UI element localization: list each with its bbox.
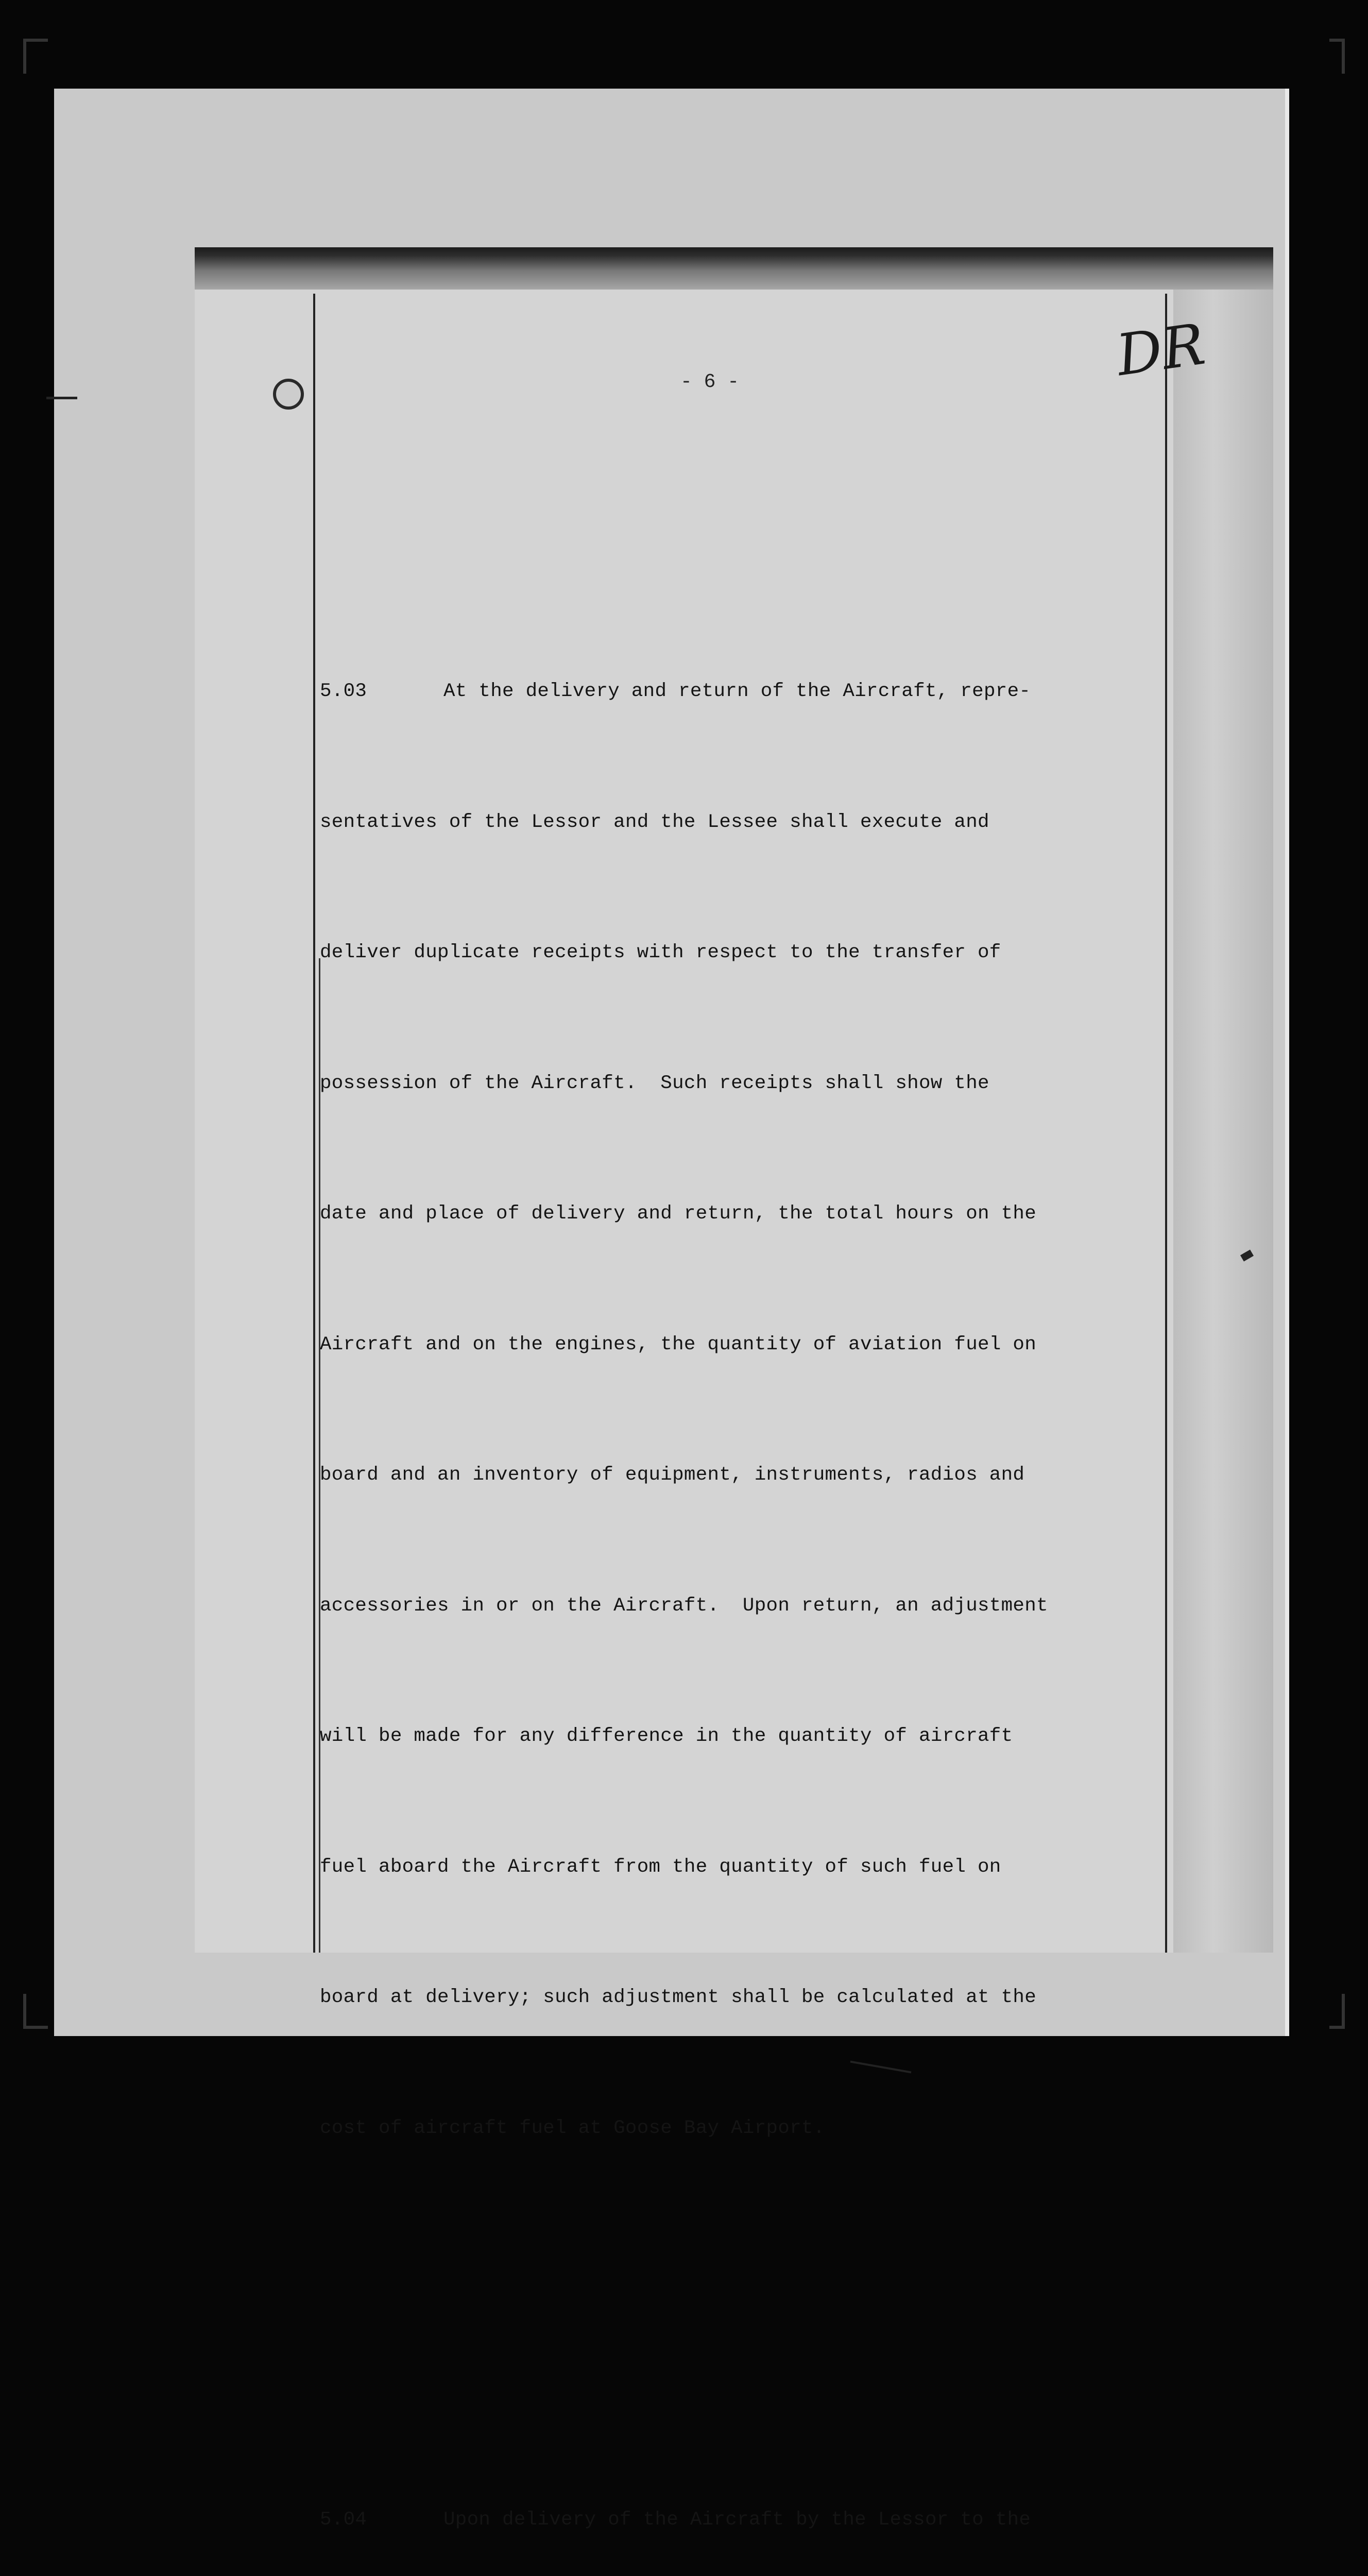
text-line-content: At the delivery and return of the Aircraft, repre- <box>443 681 1031 702</box>
page-number: - 6 - <box>680 371 740 393</box>
text-line: possession of the Aircraft. Such receipts shall show the <box>320 1072 989 1094</box>
crop-mark-bottom-left <box>23 1994 48 2029</box>
crop-mark-top-right <box>1329 39 1345 74</box>
scan-mark <box>46 397 77 399</box>
section-5-03 <box>320 583 1165 2237</box>
text-line: board at delivery; such adjustment shall be calculated at the <box>320 1987 1037 2008</box>
text-line: board and an inventory of equipment, instruments, radios and <box>320 1464 1025 1486</box>
text-line <box>320 670 1165 714</box>
text-line <box>320 2498 1165 2542</box>
section-5-04 <box>320 2411 1165 2576</box>
text-line: fuel aboard the Aircraft from the quantity of such fuel on <box>320 1856 1001 1878</box>
crop-mark-bottom-right <box>1329 1994 1345 2029</box>
text-line: accessories in or on the Aircraft. Upon return, an adjustment <box>320 1595 1048 1617</box>
text-line: cost of aircraft fuel at Goose Bay Airport. <box>320 2117 825 2139</box>
right-margin-rule <box>1165 294 1167 1953</box>
section-number: 5.03 <box>320 681 367 702</box>
punch-hole <box>273 379 304 410</box>
text-line: date and place of delivery and return, the total hours on the <box>320 1203 1037 1225</box>
text-line: Aircraft and on the engines, the quantity of aviation fuel on <box>320 1333 1037 1355</box>
text-line: sentatives of the Lessor and the Lessee shall execute and <box>320 811 989 833</box>
text-line: will be made for any difference in the quantity of aircraft <box>320 1725 1013 1747</box>
crop-mark-top-left <box>23 39 48 74</box>
page-edge-shadow <box>1173 290 1273 1953</box>
text-line: deliver duplicate receipts with respect to the transfer of <box>320 942 1001 963</box>
handwritten-initials: DR <box>1112 311 1209 389</box>
text-line-content: Upon delivery of the Aircraft by the Lessor to the <box>443 2509 1031 2531</box>
left-margin-rule <box>313 294 315 1953</box>
document-body <box>320 496 1165 2576</box>
section-number: 5.04 <box>320 2509 367 2531</box>
scan-top-shadow <box>195 247 1273 290</box>
